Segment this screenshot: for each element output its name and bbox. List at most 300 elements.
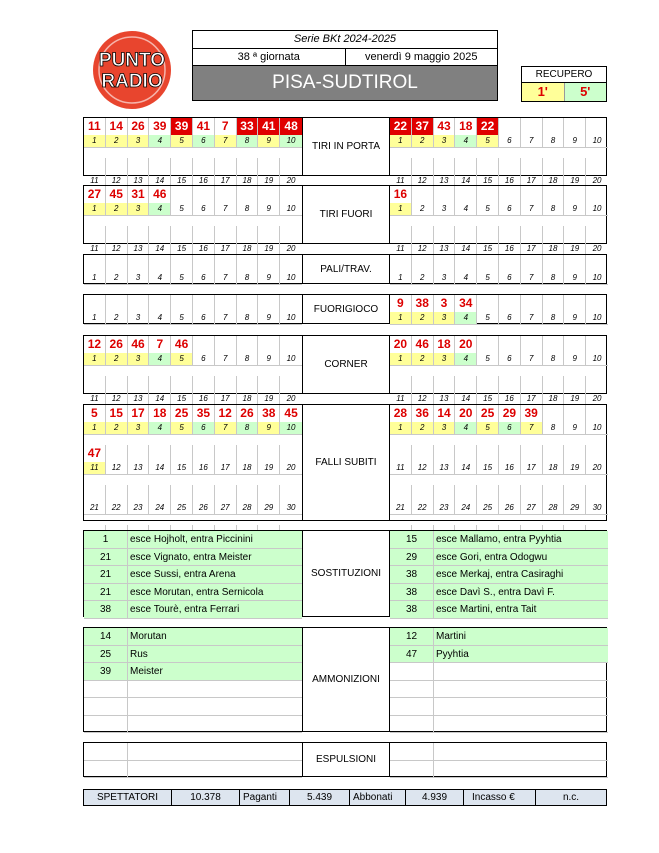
section-tiri-fuori (83, 185, 607, 253)
index-cell: 6 (193, 203, 215, 215)
index-cell: 6 (499, 312, 521, 324)
minute-cell (171, 255, 193, 272)
minutes-row (84, 376, 302, 393)
minute-cell: 47 (84, 445, 106, 462)
minute-cell (84, 226, 106, 243)
minute-cell (128, 158, 150, 175)
event-description (434, 698, 608, 715)
index-cell: 4 (455, 312, 477, 324)
index-cell: 27 (215, 502, 237, 514)
event-description (434, 681, 608, 698)
index-cell: 4 (455, 353, 477, 365)
minute-cell (280, 336, 302, 353)
index-cell: 8 (543, 312, 565, 324)
index-cell: 19 (564, 462, 586, 474)
index-row (390, 502, 608, 515)
spettatori-label: SPETTATORI (84, 790, 172, 805)
index-cell: 12 (412, 462, 434, 474)
index-row (84, 353, 302, 366)
index-cell: 10 (286, 273, 296, 282)
minute-cell (258, 226, 280, 243)
index-cell: 5 (171, 272, 193, 284)
minute-cell (499, 255, 521, 272)
index-row (390, 135, 608, 148)
section-espulsioni (83, 742, 607, 777)
index-cell: 4 (149, 312, 171, 324)
section-label: AMMONIZIONI (302, 628, 390, 731)
paganti-value: 5.439 (290, 790, 350, 805)
index-cell: 7 (215, 353, 237, 365)
index-cell: 2 (106, 135, 128, 147)
index-cell: 9 (564, 272, 586, 284)
index-cell: 15 (477, 393, 499, 405)
minute-cell: 3 (434, 295, 456, 312)
spacer (390, 366, 608, 376)
index-cell: 15 (171, 462, 193, 474)
minute-cell (193, 158, 215, 175)
event-minute: 25 (84, 646, 128, 663)
index-cell: 8 (237, 422, 259, 434)
index-cell: 8 (543, 272, 565, 284)
index-cell: 20 (286, 463, 296, 472)
minute-cell (521, 118, 543, 135)
minute-cell: 38 (412, 295, 434, 312)
section-label: SOSTITUZIONI (302, 531, 390, 616)
index-cell: 10 (286, 204, 296, 213)
list-row (84, 601, 302, 619)
minute-cell (128, 255, 150, 272)
section-label: TIRI FUORI (302, 186, 390, 243)
index-cell: 8 (237, 312, 259, 324)
event-description (128, 761, 302, 778)
minutes-row (390, 158, 608, 175)
minute-cell (171, 226, 193, 243)
index-cell: 4 (149, 353, 171, 365)
svg-text:RADIO: RADIO (101, 71, 163, 92)
index-cell: 12 (106, 175, 128, 187)
index-cell: 4 (149, 422, 171, 434)
minute-cell (455, 186, 477, 203)
minute-cell (106, 226, 128, 243)
minutes-row (84, 485, 302, 502)
minute-cell (586, 376, 608, 393)
event-minute: 1 (84, 531, 128, 548)
minute-cell (412, 485, 434, 502)
spacer (84, 216, 302, 226)
event-description: esce Davì S., entra Davì F. (436, 586, 555, 598)
minute-cell (586, 158, 608, 175)
minute-cell (258, 255, 280, 272)
minute-cell (215, 485, 237, 502)
index-cell: 3 (434, 272, 456, 284)
index-cell: 17 (521, 462, 543, 474)
minute-cell: 16 (390, 186, 412, 203)
list-row (390, 663, 608, 681)
section-pali (83, 254, 607, 284)
recupero-first-half: 1' (522, 83, 565, 101)
index-cell: 20 (592, 463, 602, 472)
minute-cell: 14 (434, 405, 456, 422)
section-corner (83, 335, 607, 403)
event-minute: 29 (390, 549, 434, 566)
minute-cell: 25 (477, 405, 499, 422)
index-cell: 3 (128, 272, 150, 284)
minute-cell: 12 (84, 336, 106, 353)
abbonati-value: 4.939 (406, 790, 464, 805)
minute-cell (237, 485, 259, 502)
index-cell: 14 (455, 243, 477, 255)
event-description: esce Mallamo, entra Pyyhtia (436, 534, 562, 545)
event-minute: 21 (84, 584, 128, 601)
minute-cell (499, 226, 521, 243)
minute-cell (543, 226, 565, 243)
minutes-row (84, 405, 302, 422)
index-cell: 2 (106, 353, 128, 365)
attendance-footer (83, 789, 607, 806)
event-description: Meister (130, 666, 163, 677)
index-cell: 13 (128, 393, 150, 405)
minutes-row (84, 226, 302, 243)
index-cell: 1 (84, 272, 106, 284)
event-minute: 38 (84, 601, 128, 618)
index-cell: 2 (106, 272, 128, 284)
index-cell: 16 (499, 175, 521, 187)
event-minute (84, 743, 128, 760)
section-label: TIRI IN PORTA (302, 118, 390, 175)
index-cell: 15 (171, 243, 193, 255)
index-cell: 12 (412, 175, 434, 187)
minute-cell (499, 485, 521, 502)
minutes-row (84, 336, 302, 353)
minute-cell (106, 158, 128, 175)
minutes-row (390, 118, 608, 135)
section-label: ESPULSIONI (302, 743, 390, 776)
minute-cell (128, 376, 150, 393)
svg-text:PUNTO: PUNTO (98, 50, 166, 71)
index-cell: 14 (149, 462, 171, 474)
minute-cell (149, 226, 171, 243)
index-cell: 3 (128, 203, 150, 215)
index-cell: 18 (543, 462, 565, 474)
index-cell: 5 (171, 135, 193, 147)
index-cell: 8 (237, 272, 259, 284)
minute-cell (280, 376, 302, 393)
event-description: esce Merkaj, entra Casiraghi (436, 569, 564, 580)
index-cell: 4 (149, 203, 171, 215)
index-cell: 1 (390, 203, 412, 215)
index-cell: 10 (280, 422, 302, 434)
minute-cell: 20 (455, 405, 477, 422)
event-description (434, 761, 608, 778)
minute-cell (521, 485, 543, 502)
minute-cell (193, 445, 215, 462)
event-description: esce Gori, entra Odogwu (436, 551, 548, 563)
index-cell: 12 (106, 243, 128, 255)
minute-cell (149, 295, 171, 312)
index-cell: 18 (237, 393, 259, 405)
event-description (434, 663, 608, 680)
minute-cell (193, 485, 215, 502)
index-cell: 19 (258, 243, 280, 255)
minute-cell (564, 255, 586, 272)
minute-cell (215, 158, 237, 175)
minute-cell (564, 336, 586, 353)
minute-cell (280, 186, 302, 203)
section-label: PALI/TRAV. (302, 255, 390, 283)
event-description (128, 716, 302, 733)
minutes-row (84, 295, 302, 312)
index-cell: 5 (477, 272, 499, 284)
event-description: Pyyhtia (436, 648, 469, 660)
section-tiri-in-porta (83, 117, 607, 185)
spacer (84, 435, 302, 445)
index-cell: 10 (592, 354, 602, 363)
index-cell: 11 (84, 462, 106, 474)
event-description (434, 743, 608, 760)
section-fuorigioco (83, 294, 607, 324)
minute-cell (215, 376, 237, 393)
minute-cell: 9 (390, 295, 412, 312)
index-cell: 18 (237, 462, 259, 474)
index-cell: 14 (455, 393, 477, 405)
minute-cell (412, 158, 434, 175)
minute-cell (280, 445, 302, 462)
minute-cell (586, 485, 608, 502)
index-cell: 6 (193, 312, 215, 324)
index-cell: 25 (477, 502, 499, 514)
spacer (390, 515, 608, 525)
minute-cell: 12 (215, 405, 237, 422)
index-cell: 21 (84, 502, 106, 514)
index-row (84, 312, 302, 325)
index-cell: 9 (258, 203, 280, 215)
minute-cell (543, 445, 565, 462)
index-cell: 9 (564, 203, 586, 215)
index-cell: 11 (390, 462, 412, 474)
index-cell: 8 (237, 135, 259, 147)
index-cell: 20 (592, 244, 602, 253)
index-cell: 6 (193, 353, 215, 365)
event-minute: 38 (390, 601, 434, 618)
minute-cell (521, 445, 543, 462)
index-cell: 19 (258, 462, 280, 474)
minute-cell (106, 445, 128, 462)
minute-cell: 25 (171, 405, 193, 422)
index-row (84, 203, 302, 216)
index-cell: 5 (477, 312, 499, 324)
index-cell: 6 (193, 422, 215, 434)
recupero-second-half: 5' (565, 83, 607, 101)
minute-cell (171, 158, 193, 175)
index-cell: 16 (193, 462, 215, 474)
index-cell: 28 (543, 502, 565, 514)
minute-cell: 7 (215, 118, 237, 135)
minute-cell (258, 485, 280, 502)
recupero-label: RECUPERO (522, 67, 606, 83)
index-cell: 3 (434, 353, 456, 365)
minute-cell (586, 118, 608, 135)
minute-cell (543, 405, 565, 422)
minute-cell (193, 295, 215, 312)
index-cell: 6 (193, 272, 215, 284)
minute-cell (499, 118, 521, 135)
index-cell: 4 (455, 135, 477, 147)
index-row (390, 353, 608, 366)
list-row (390, 681, 608, 699)
event-description (128, 698, 302, 715)
index-cell: 10 (592, 423, 602, 432)
minute-cell (258, 376, 280, 393)
index-cell: 8 (543, 203, 565, 215)
index-cell: 23 (128, 502, 150, 514)
index-cell: 9 (564, 135, 586, 147)
event-description: esce Hojholt, entra Piccinini (130, 534, 253, 545)
minute-cell (477, 485, 499, 502)
index-cell: 2 (412, 353, 434, 365)
index-cell: 5 (171, 203, 193, 215)
index-row (390, 312, 608, 325)
minute-cell (564, 186, 586, 203)
spacer (84, 148, 302, 158)
index-cell: 29 (564, 502, 586, 514)
index-cell: 17 (215, 243, 237, 255)
index-row (84, 272, 302, 285)
minute-cell (455, 445, 477, 462)
minute-cell (171, 485, 193, 502)
minute-cell (390, 445, 412, 462)
index-cell: 15 (171, 393, 193, 405)
index-cell: 7 (215, 312, 237, 324)
index-cell: 1 (390, 272, 412, 284)
index-cell: 19 (564, 393, 586, 405)
index-cell: 10 (592, 204, 602, 213)
minute-cell (521, 255, 543, 272)
index-cell: 18 (237, 243, 259, 255)
index-cell: 25 (171, 502, 193, 514)
index-cell: 4 (149, 135, 171, 147)
minute-cell (543, 295, 565, 312)
index-cell: 8 (543, 135, 565, 147)
index-cell: 9 (564, 312, 586, 324)
index-row (390, 203, 608, 216)
minute-cell (499, 186, 521, 203)
index-cell: 20 (592, 176, 602, 185)
minutes-row (84, 118, 302, 135)
index-cell: 4 (455, 203, 477, 215)
index-cell: 29 (258, 502, 280, 514)
round-label: 38 ª giornata (193, 49, 346, 65)
spacer (390, 148, 608, 158)
punto-radio-logo (88, 30, 176, 110)
minute-cell (171, 445, 193, 462)
index-cell: 8 (543, 422, 565, 434)
minute-cell: 20 (455, 336, 477, 353)
minute-cell (84, 158, 106, 175)
event-minute (390, 761, 434, 778)
index-cell: 1 (390, 422, 412, 434)
paganti-label: Paganti (240, 790, 290, 805)
index-cell: 1 (84, 203, 106, 215)
minute-cell (149, 485, 171, 502)
index-cell: 12 (106, 393, 128, 405)
minute-cell: 39 (521, 405, 543, 422)
list-row (84, 716, 302, 734)
minute-cell (84, 255, 106, 272)
minute-cell (521, 226, 543, 243)
minute-cell (215, 255, 237, 272)
minute-cell (412, 376, 434, 393)
minute-cell: 18 (455, 118, 477, 135)
minute-cell: 34 (455, 295, 477, 312)
minute-cell (564, 226, 586, 243)
minutes-row (84, 445, 302, 462)
minute-cell (586, 405, 608, 422)
index-cell: 3 (434, 203, 456, 215)
minute-cell (390, 255, 412, 272)
minutes-row (390, 336, 608, 353)
section-falli-subiti (83, 404, 607, 521)
minute-cell: 33 (237, 118, 259, 135)
abbonati-label: Abbonati (350, 790, 406, 805)
minute-cell: 18 (149, 405, 171, 422)
index-cell: 17 (215, 462, 237, 474)
minute-cell (258, 186, 280, 203)
index-cell: 6 (499, 135, 521, 147)
index-cell: 20 (592, 394, 602, 403)
minute-cell (477, 376, 499, 393)
event-description: esce Tourè, entra Ferrari (130, 604, 240, 615)
index-cell: 18 (543, 393, 565, 405)
index-cell: 12 (412, 393, 434, 405)
index-cell: 27 (521, 502, 543, 514)
index-row (390, 272, 608, 285)
minute-cell (237, 336, 259, 353)
minute-cell (258, 445, 280, 462)
minute-cell (149, 255, 171, 272)
event-minute: 14 (84, 628, 128, 645)
event-minute (84, 698, 128, 715)
minute-cell (149, 376, 171, 393)
minute-cell (412, 255, 434, 272)
index-cell: 10 (280, 135, 302, 147)
minute-cell (171, 376, 193, 393)
minute-cell: 46 (412, 336, 434, 353)
index-cell: 17 (521, 393, 543, 405)
index-cell: 5 (477, 353, 499, 365)
index-cell: 15 (171, 175, 193, 187)
event-description: esce Morutan, entra Sernicola (130, 586, 264, 598)
index-cell: 9 (258, 135, 280, 147)
index-cell: 7 (215, 135, 237, 147)
minute-cell (84, 485, 106, 502)
minute-cell (237, 186, 259, 203)
index-cell: 10 (286, 313, 296, 322)
minute-cell: 46 (149, 186, 171, 203)
minute-cell (412, 186, 434, 203)
index-cell: 9 (258, 422, 280, 434)
minute-cell (237, 295, 259, 312)
event-description: esce Martini, entra Tait (436, 604, 537, 615)
event-description: esce Vignato, entra Meister (130, 551, 252, 563)
minute-cell (106, 255, 128, 272)
index-cell: 3 (434, 312, 456, 324)
minute-cell (586, 336, 608, 353)
index-cell: 15 (477, 462, 499, 474)
index-cell: 26 (193, 502, 215, 514)
minute-cell (412, 445, 434, 462)
minute-cell (215, 226, 237, 243)
index-cell: 19 (564, 175, 586, 187)
